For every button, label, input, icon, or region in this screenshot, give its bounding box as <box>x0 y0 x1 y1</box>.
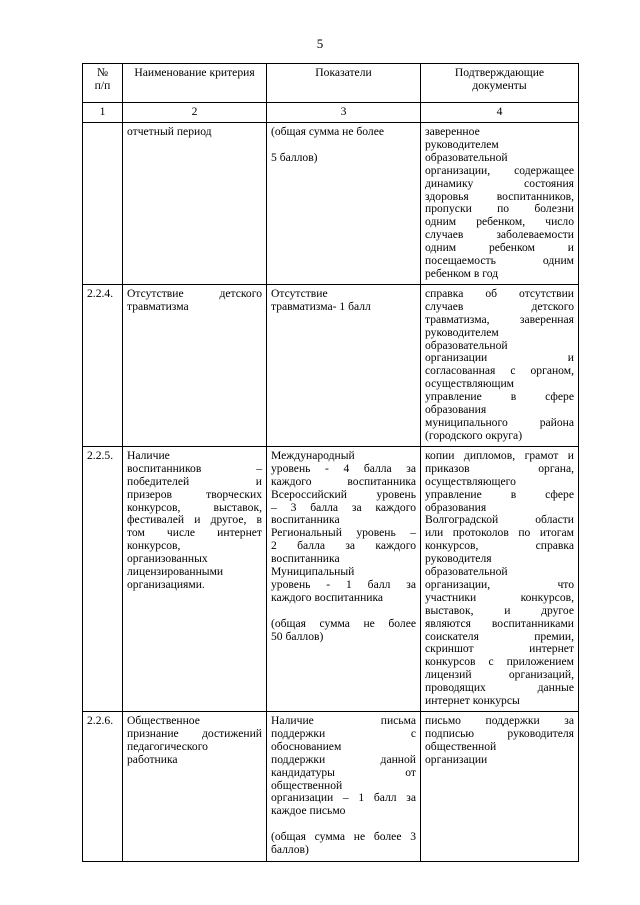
header-number-label: № п/п <box>94 66 111 92</box>
indicators-cell <box>267 284 421 446</box>
cell-line: травматизма, заверенная <box>425 312 574 326</box>
cell-line: каждое письмо <box>271 804 346 818</box>
cell-line: Региональный уровень – <box>271 526 416 540</box>
cell-line: ребенком в год <box>425 266 499 280</box>
row-number-cell <box>83 712 123 862</box>
cell-line: проводящих данные <box>425 681 574 695</box>
cell-line: являются воспитанниками <box>425 616 574 630</box>
table-header-row <box>83 64 579 103</box>
cell-line: одним ребенком, число <box>425 215 574 229</box>
cell-line: воспитанников – <box>127 461 262 475</box>
cell-line: осуществляющим <box>425 377 515 391</box>
cell-line: динамику состояния <box>425 176 574 190</box>
indicators-cell <box>267 123 421 285</box>
cell-line: (городского округа) <box>425 428 523 442</box>
column-number-row <box>83 103 579 123</box>
cell-line: лицензированными <box>127 565 224 579</box>
row-number: 2.2.5. <box>87 448 114 462</box>
cell-line: (общая сумма не более <box>271 616 416 630</box>
cell-line: интернет конкурсы <box>425 694 520 708</box>
cell-line: конкурсов, выставок, <box>127 500 262 514</box>
paragraph-gap <box>271 139 416 152</box>
cell-line: (общая сумма не более <box>271 125 385 138</box>
cell-line: образовательной <box>425 150 508 164</box>
table-row <box>83 284 579 446</box>
cell-line: копии дипломов, грамот и <box>425 448 574 462</box>
column-number-4: 4 <box>421 103 579 123</box>
cell-line: пропуски по болезни <box>425 202 574 216</box>
table-row <box>83 712 579 862</box>
cell-line: руководителем <box>425 137 499 151</box>
cell-line: Всероссийский уровень <box>271 487 416 501</box>
table-row <box>83 123 579 285</box>
cell-line: Отсутствие <box>271 286 328 300</box>
row-number: 2.2.6. <box>87 714 114 727</box>
cell-line: 50 баллов) <box>271 629 324 643</box>
criteria-table <box>82 63 579 862</box>
cell-line: муниципального района <box>425 415 574 429</box>
cell-line: управление в сфере <box>425 487 574 501</box>
cell-line: соискателя премии, <box>425 629 574 643</box>
cell-line: каждого воспитанника <box>271 590 384 604</box>
cell-line: педагогического <box>127 739 208 753</box>
cell-line: уровень - 4 балла за <box>271 461 416 475</box>
cell-line: обоснованием <box>271 739 342 753</box>
cell-line: случаев детского <box>425 299 574 313</box>
cell-line: выставок, и другое <box>425 603 574 617</box>
cell-line: скриншот интернет <box>425 642 574 656</box>
paragraph-gap <box>271 605 416 618</box>
cell-line: воспитанника <box>271 513 340 527</box>
criterion-cell <box>123 123 267 285</box>
cell-line: образования <box>425 403 487 417</box>
cell-line: – 3 балла за каждого <box>271 500 416 514</box>
header-cell-documents <box>421 64 579 103</box>
cell-line: справка об отсутствии <box>425 286 574 300</box>
column-number-2: 2 <box>123 103 267 123</box>
cell-line: случаев заболеваемости <box>425 228 574 242</box>
cell-line: конкурсов с приложением <box>425 655 574 669</box>
cell-line: приказов органа, <box>425 461 574 475</box>
cell-line: том числе интернет <box>127 526 262 540</box>
row-number-cell <box>83 284 123 446</box>
cell-line: образовательной <box>425 565 508 579</box>
cell-line: общественной <box>425 739 497 753</box>
cell-line: фестивалей и другое, в <box>127 513 262 527</box>
column-number-1: 1 <box>83 103 123 123</box>
cell-line: конкурсов, <box>127 539 181 553</box>
cell-line: организации, содержащее <box>425 163 574 177</box>
header-cell-criterion <box>123 64 267 103</box>
cell-line: каждого воспитанника <box>271 474 416 488</box>
header-cell-indicators <box>267 64 421 103</box>
cell-line: призеров творческих <box>127 487 262 501</box>
cell-line: поддержки с <box>271 726 416 740</box>
cell-line: Наличие <box>127 448 170 462</box>
cell-line: руководителя <box>425 552 492 566</box>
cell-line: травматизма- 1 балл <box>271 299 371 313</box>
cell-line: образования <box>425 500 487 514</box>
column-number-3: 3 <box>267 103 421 123</box>
cell-line: отчетный период <box>127 125 212 138</box>
criterion-cell <box>123 712 267 862</box>
cell-line: организации – 1 балл за <box>271 791 416 805</box>
criterion-cell <box>123 446 267 711</box>
cell-line: признание достижений <box>127 726 262 740</box>
cell-line: организации, что <box>425 577 574 591</box>
cell-line: Международный <box>271 448 355 462</box>
cell-line: лицензий организаций, <box>425 668 574 682</box>
indicators-cell <box>267 712 421 862</box>
cell-line: 2 балла за каждого <box>271 539 416 553</box>
cell-line: (общая сумма не более 3 <box>271 830 416 844</box>
table-row <box>83 446 579 711</box>
documents-cell <box>421 123 579 285</box>
header-documents-label: Подтверждающие документы <box>454 66 545 92</box>
row-number-cell <box>83 446 123 711</box>
cell-line: заверенное <box>425 125 480 138</box>
row-number-cell <box>83 123 123 285</box>
cell-line: баллов) <box>271 843 309 857</box>
header-indicators-label: Показатели <box>315 66 372 79</box>
indicators-cell <box>267 446 421 711</box>
cell-line: конкурсов, справка <box>425 539 574 553</box>
cell-line: или протоколов по итогам <box>425 526 574 540</box>
cell-line: воспитанника <box>271 552 340 566</box>
cell-line: организации <box>425 752 488 766</box>
header-criterion-label: Наименование критерия <box>134 66 255 79</box>
cell-line: Наличие письма <box>271 714 416 727</box>
cell-line: Общественное <box>127 714 200 727</box>
cell-line: организованных <box>127 552 208 566</box>
cell-line: посещаемость одним <box>425 254 574 268</box>
cell-line: поддержки данной <box>271 752 416 766</box>
cell-line: Волгоградской области <box>425 513 574 527</box>
cell-line: письмо поддержки за <box>425 714 574 727</box>
cell-line: кандидатуры от <box>271 765 416 779</box>
cell-line: участники конкурсов, <box>425 590 574 604</box>
page-number: 5 <box>316 36 324 51</box>
cell-line: победителей и <box>127 474 262 488</box>
documents-cell <box>421 712 579 862</box>
cell-line: Муниципальный <box>271 565 355 579</box>
criterion-cell <box>123 284 267 446</box>
cell-line: осуществляющего <box>425 474 516 488</box>
row-number: 2.2.4. <box>87 286 114 300</box>
documents-cell <box>421 284 579 446</box>
cell-line: руководителем <box>425 325 499 339</box>
cell-line: одним ребенком и <box>425 241 574 255</box>
cell-line: организациями. <box>127 577 205 591</box>
cell-line: травматизма <box>127 299 189 313</box>
cell-line: 5 баллов) <box>271 150 318 164</box>
cell-line: здоровья воспитанников, <box>425 189 574 203</box>
cell-line: организации и <box>425 351 574 365</box>
documents-cell <box>421 446 579 711</box>
cell-line: управление в сфере <box>425 390 574 404</box>
cell-line: образовательной <box>425 338 508 352</box>
cell-line: Отсутствие детского <box>127 286 262 300</box>
header-cell-number <box>83 64 123 103</box>
cell-line: согласованная с органом, <box>425 364 574 378</box>
cell-line: уровень - 1 балл за <box>271 577 416 591</box>
cell-line: работника <box>127 752 178 766</box>
cell-line: общественной <box>271 778 343 792</box>
cell-line: подписью руководителя <box>425 726 574 740</box>
